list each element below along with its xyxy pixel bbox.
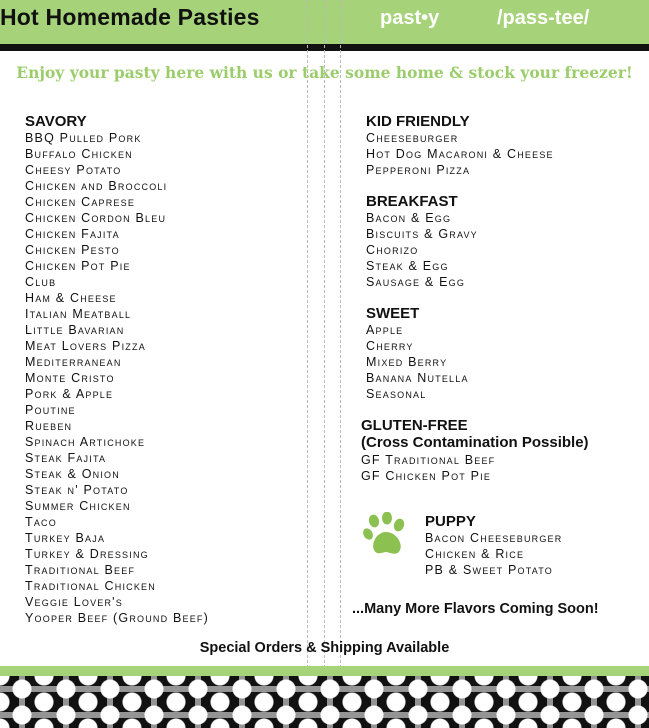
menu-item: Turkey Baja bbox=[25, 531, 106, 545]
menu-item: Steak Fajita bbox=[25, 451, 107, 465]
menu-item: Club bbox=[25, 275, 57, 289]
menu-item: Cheesy Potato bbox=[25, 163, 122, 177]
menu-item: Apple bbox=[366, 323, 404, 337]
section-heading: GLUTEN-FREE bbox=[361, 417, 468, 434]
menu-item: Chicken and Broccoli bbox=[25, 179, 168, 193]
footer-rule bbox=[0, 666, 649, 676]
coming-soon-note: ...Many More Flavors Coming Soon! bbox=[352, 601, 599, 617]
menu-item: Taco bbox=[25, 515, 57, 529]
sweet-list bbox=[366, 322, 469, 402]
menu-item: Summer Chicken bbox=[25, 499, 131, 513]
puppy-list bbox=[425, 530, 562, 578]
menu-item: GF Traditional Beef bbox=[361, 453, 496, 467]
section-heading: SAVORY bbox=[25, 113, 87, 130]
section-subheading: (Cross Contamination Possible) bbox=[361, 434, 589, 451]
puppy-section bbox=[425, 513, 562, 578]
fold-line bbox=[324, 0, 325, 728]
menu-item: Steak & Egg bbox=[366, 259, 449, 273]
menu-item: GF Chicken Pot Pie bbox=[361, 469, 492, 483]
sweet-section bbox=[366, 305, 469, 402]
menu-item: Spinach Artichoke bbox=[25, 435, 146, 449]
menu-item: Bacon Cheeseburger bbox=[425, 531, 563, 545]
pronunciation-sound: /pass-tee/ bbox=[497, 7, 590, 29]
menu-item: PB & Sweet Potato bbox=[425, 563, 554, 577]
fold-line bbox=[340, 0, 341, 728]
menu-item: Traditional Beef bbox=[25, 563, 136, 577]
menu-item: Monte Cristo bbox=[25, 371, 115, 385]
section-heading: KID FRIENDLY bbox=[366, 113, 470, 130]
menu-item: Little Bavarian bbox=[25, 323, 125, 337]
kid-friendly-list bbox=[366, 130, 554, 178]
menu-item: Chicken Caprese bbox=[25, 195, 136, 209]
kid-friendly-section bbox=[366, 113, 554, 178]
menu-item: Rueben bbox=[25, 419, 73, 433]
menu-item: Hot Dog Macaroni & Cheese bbox=[366, 147, 554, 161]
footer-pattern bbox=[0, 676, 649, 728]
menu-item: Seasonal bbox=[366, 387, 427, 401]
menu-item: Steak & Onion bbox=[25, 467, 120, 481]
menu-item: Poutine bbox=[25, 403, 76, 417]
section-heading: PUPPY bbox=[425, 513, 476, 530]
section-heading: BREAKFAST bbox=[366, 193, 458, 210]
section-heading: SWEET bbox=[366, 305, 420, 322]
menu-item: Mediterranean bbox=[25, 355, 122, 369]
menu-item: Chicken Pesto bbox=[25, 243, 120, 257]
menu-item: Banana Nutella bbox=[366, 371, 469, 385]
menu-item: Steak n' Potato bbox=[25, 483, 129, 497]
menu-item: Ham & Cheese bbox=[25, 291, 117, 305]
savory-list bbox=[25, 130, 209, 626]
menu-item: Veggie Lover's bbox=[25, 595, 123, 609]
gluten-free-section bbox=[361, 417, 589, 484]
menu-item: Sausage & Egg bbox=[366, 275, 466, 289]
menu-item: Pork & Apple bbox=[25, 387, 114, 401]
menu-item: Italian Meatball bbox=[25, 307, 132, 321]
breakfast-list bbox=[366, 210, 478, 290]
menu-item: Yooper Beef (Ground Beef) bbox=[25, 611, 209, 625]
tagline: Enjoy your pasty here with us or take some home & stock your freezer! bbox=[16, 63, 633, 82]
savory-section bbox=[25, 113, 209, 626]
menu-item: Pepperoni Pizza bbox=[366, 163, 471, 177]
menu-item: Cheeseburger bbox=[366, 131, 459, 145]
menu-item: Buffalo Chicken bbox=[25, 147, 133, 161]
menu-item: Chicken Pot Pie bbox=[25, 259, 131, 273]
menu-item: Biscuits & Gravy bbox=[366, 227, 478, 241]
fold-line bbox=[307, 0, 308, 728]
menu-item: Chicken Fajita bbox=[25, 227, 120, 241]
menu-item: Traditional Chicken bbox=[25, 579, 156, 593]
menu-item: Cherry bbox=[366, 339, 414, 353]
paw-print-icon bbox=[362, 512, 410, 560]
breakfast-section bbox=[366, 193, 478, 290]
page-title: Hot Homemade Pasties bbox=[0, 4, 260, 30]
menu-item: Mixed Berry bbox=[366, 355, 448, 369]
gluten-free-list bbox=[361, 452, 589, 484]
menu-item: Meat Lovers Pizza bbox=[25, 339, 146, 353]
menu-item: Chorizo bbox=[366, 243, 419, 257]
menu-item: Chicken Cordon Bleu bbox=[25, 211, 167, 225]
menu-item: Bacon & Egg bbox=[366, 211, 452, 225]
pronunciation-word: past•y bbox=[380, 7, 440, 29]
menu-item: Turkey & Dressing bbox=[25, 547, 149, 561]
menu-item: Chicken & Rice bbox=[425, 547, 525, 561]
menu-item: BBQ Pulled Pork bbox=[25, 131, 142, 145]
special-orders-note: Special Orders & Shipping Available bbox=[199, 640, 450, 656]
